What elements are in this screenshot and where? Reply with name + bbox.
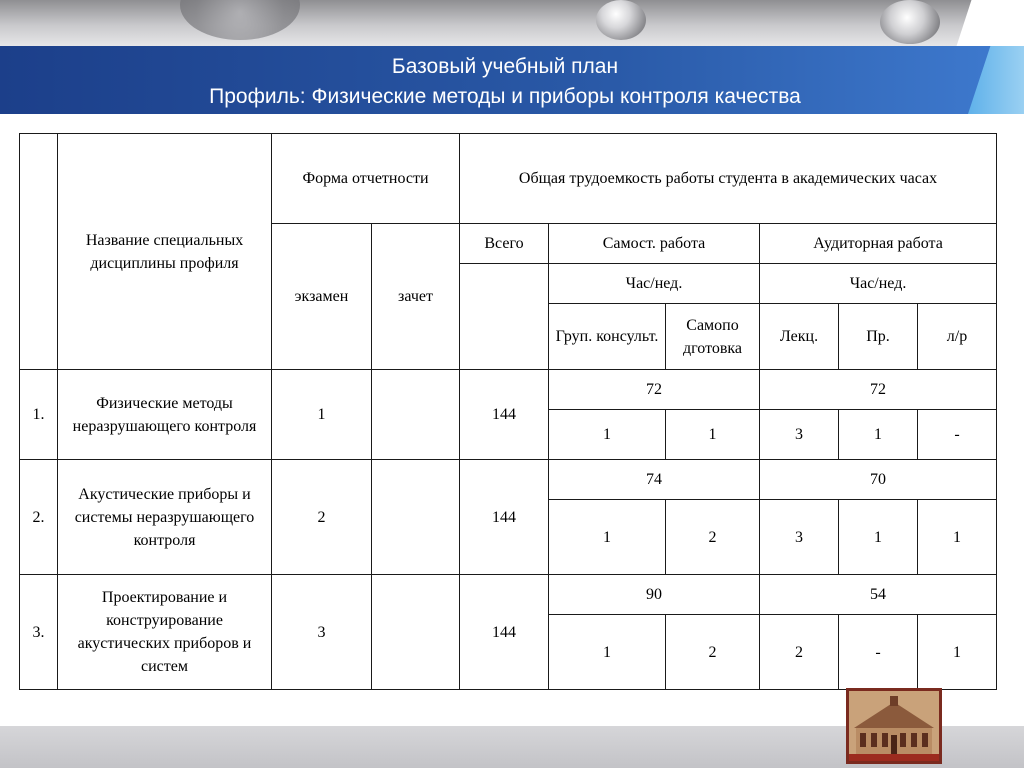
practice-cell: - — [839, 615, 918, 690]
header-labs: л/р — [918, 304, 997, 370]
group-consult-cell: 1 — [549, 615, 666, 690]
header-report-form: Форма отчетности — [272, 134, 460, 224]
decorative-droplet — [880, 0, 940, 44]
class-total-cell: 72 — [760, 370, 997, 410]
header-row — [20, 134, 997, 224]
credit-cell — [372, 460, 460, 575]
header-self-prep: Самопо дготовка — [666, 304, 760, 370]
university-building-logo — [846, 688, 942, 764]
row-number: 3. — [20, 575, 58, 690]
lectures-cell: 2 — [760, 615, 839, 690]
header-class-work: Аудиторная работа — [760, 224, 997, 264]
class-total-cell: 54 — [760, 575, 997, 615]
lectures-cell: 3 — [760, 410, 839, 460]
credit-cell — [372, 575, 460, 690]
header-total: Всего — [460, 224, 549, 264]
discipline-name: Проектирование и конструирование акустических приборов и систем — [58, 575, 272, 690]
discipline-name: Физические методы неразрушающего контроля — [58, 370, 272, 460]
class-total-cell: 70 — [760, 460, 997, 500]
header-total-workload: Общая трудоемкость работы студента в академических часах — [460, 134, 997, 224]
slide-title: Базовый учебный план — [391, 55, 619, 78]
labs-cell: - — [918, 410, 997, 460]
table-row — [20, 370, 997, 410]
header-name: Название специальных дисциплины профиля — [58, 134, 272, 370]
header-practice: Пр. — [839, 304, 918, 370]
labs-cell: 1 — [918, 615, 997, 690]
practice-cell: 1 — [839, 500, 918, 575]
curriculum-table — [19, 133, 997, 690]
self-total-cell: 74 — [549, 460, 760, 500]
header-class-hours-week: Час/нед. — [760, 264, 997, 304]
header-self-hours-week: Час/нед. — [549, 264, 760, 304]
exam-cell: 2 — [272, 460, 372, 575]
self-total-cell: 72 — [549, 370, 760, 410]
group-consult-cell: 1 — [549, 410, 666, 460]
practice-cell: 1 — [839, 410, 918, 460]
decorative-droplet — [596, 0, 646, 40]
discipline-name: Акустические приборы и системы неразрушающего контроля — [58, 460, 272, 575]
top-decorative-band — [0, 0, 1024, 46]
total-cell: 144 — [460, 575, 549, 690]
self-prep-cell: 2 — [666, 500, 760, 575]
row-number: 2. — [20, 460, 58, 575]
header-credit: зачет — [372, 224, 460, 370]
header-lectures: Лекц. — [760, 304, 839, 370]
header-exam: экзамен — [272, 224, 372, 370]
labs-cell: 1 — [918, 500, 997, 575]
table-row — [20, 460, 997, 500]
credit-cell — [372, 370, 460, 460]
total-cell: 144 — [460, 460, 549, 575]
self-total-cell: 90 — [549, 575, 760, 615]
table-row — [20, 575, 997, 615]
self-prep-cell: 1 — [666, 410, 760, 460]
header-num-cell — [20, 134, 58, 370]
header-group-consult: Груп. консульт. — [549, 304, 666, 370]
header-total-empty — [460, 264, 549, 370]
header-self-work: Самост. работа — [549, 224, 760, 264]
group-consult-cell: 1 — [549, 500, 666, 575]
exam-cell: 1 — [272, 370, 372, 460]
self-prep-cell: 2 — [666, 615, 760, 690]
total-cell: 144 — [460, 370, 549, 460]
row-number: 1. — [20, 370, 58, 460]
lectures-cell: 3 — [760, 500, 839, 575]
exam-cell: 3 — [272, 575, 372, 690]
slide-subtitle: Профиль: Физические методы и приборы контроля качества — [209, 85, 801, 108]
